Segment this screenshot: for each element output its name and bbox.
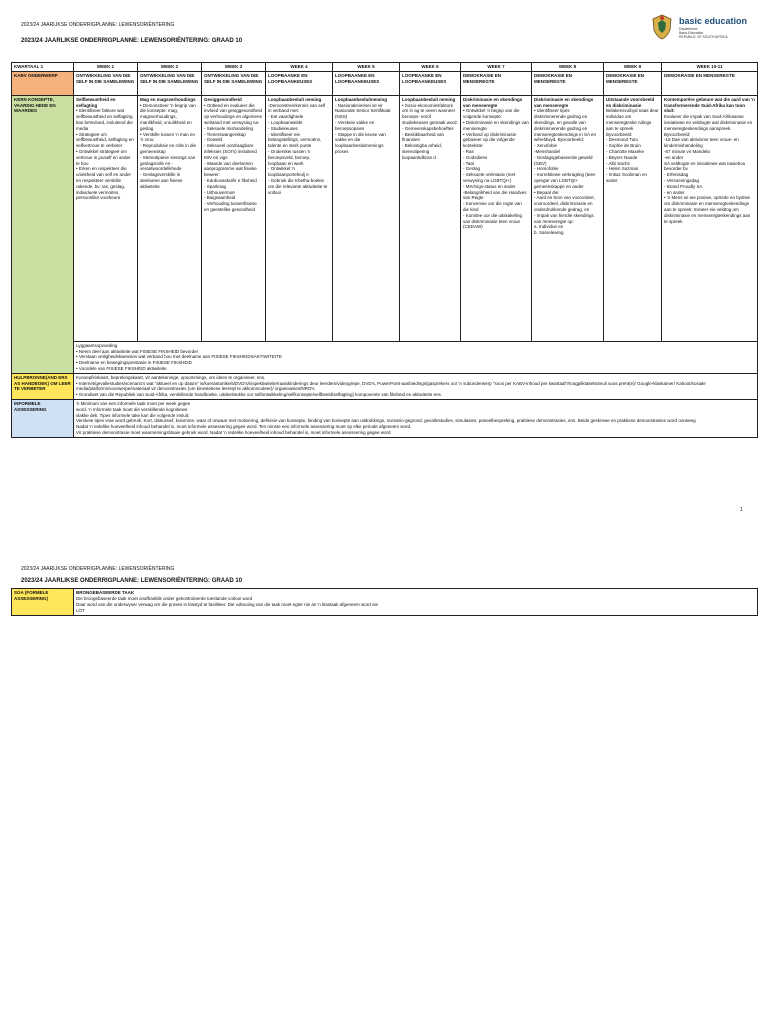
concept-line: b. Samelewing <box>534 230 564 236</box>
concept-line: • Bepaal die: <box>534 189 560 195</box>
concept-line: - Aard en bron van voorordeel, vooroordeel, diskriminasie en onderdrukkende gedrag, en <box>534 195 595 212</box>
concept-heading: Gesiggesondheid <box>204 96 242 102</box>
concepts-cell <box>333 95 400 341</box>
coat-of-arms-icon <box>651 14 673 40</box>
concept-line: • Ontwikkel strategieë om vertroue in jouself en ander te bou <box>76 148 131 166</box>
week-header: WEEK 8 <box>532 63 604 72</box>
week-header: WEEK 3 <box>202 63 266 72</box>
concept-line: - Seksuele oriëntasie (met verwysing na LGBTQI+) <box>463 172 516 183</box>
concept-line: - Tienerswangerskap <box>204 131 246 137</box>
concept-line: loopaankdkriss d <box>402 154 436 160</box>
dbe-logo <box>651 14 761 44</box>
concept-line: - Reproduksie en rolle in die gemeenskap <box>140 143 197 154</box>
concept-line: - Imtiaz Sooliman en ander <box>606 172 648 183</box>
concept-line: - Sparknag <box>204 183 227 189</box>
concept-line: - Verhouding tussenfisiese en geestelike gesondheid <box>204 201 257 212</box>
topic-cell: DEMOKRASIE EN MENSEREGTE <box>461 71 532 95</box>
week-header: WEEK 7 <box>461 63 532 72</box>
concept-heading: Uitstaande voorsbeeld en diskriminasie <box>606 96 655 108</box>
concepts-cell <box>461 95 532 341</box>
resources-cell <box>74 373 758 399</box>
topic-row <box>12 71 758 95</box>
dept-line: Department: <box>679 27 698 31</box>
concept-line: a. Individue en <box>534 224 564 230</box>
concept-line: - Eie vaardighede <box>268 114 304 120</box>
page2-title: 2023/24 JAARLIKSE ONDERRIGPLANNE: LEWENSORIËNTERING: GRAAD 10 <box>21 578 243 584</box>
concept-line: - Beskikbaarheid van finansies <box>402 131 445 143</box>
concept-line: - Xenofobie <box>534 143 558 149</box>
concept-heading: Loopbaanbesluit neming <box>268 96 322 102</box>
formal-assessment-table <box>11 588 758 616</box>
resource-line: • Internet/gevallestudies/scenario's wat "aktueel en op datum" is/koerantartikels/DVD's/nispektiwiteite/raaiskinderings deur leerders/videogrepe, DVD's, PowerPoint-aanbiedings/gasprekers oor 'n subonderwerp "soos per KABV-inhoud per kwartaal"/Kragpliktaitelstimuli soos prent(e)/ Google-klaskamer/ Kahoot/sosiale media/platforms/voorwerpe/materiaal vir demonstrasies (om kinestetiese leerstyl te akkommodeer)/ organisasies/NRO's <box>76 380 706 392</box>
concepts-row-label: KERN KONSEPTE, VAARDIG HEDE EN WAARDES <box>12 95 74 373</box>
concept-line: • Diskriminasie en skendings van menseregte <box>463 119 529 131</box>
concept-line: - Erfenisdag <box>664 172 689 178</box>
concept-line: SA veldtogte en inisiatiewe wat nasiebou bevorder bv. <box>664 160 746 172</box>
term-header: KWARTAAL 1 <box>12 63 74 72</box>
concept-line: Byvoorbeeld: <box>606 131 633 137</box>
concepts-cell <box>138 95 202 341</box>
concept-heading: Selfbewustheid en selfagting <box>76 96 116 108</box>
week-header: WEEK 2 <box>138 63 202 72</box>
topic-cell: ONTWIKKELING VAN DIE SELF IN DIE SAMELEWING <box>74 71 138 95</box>
topic-cell: LOOPBAANKE EN LOOPBAANKEUSES <box>333 71 400 95</box>
concept-line: - Nasionaleverisei se vir Nasionale Senior Sertifikaat (NSS) <box>335 102 391 120</box>
concept-line: -Belangrikheid van die Handves van Regte <box>463 189 527 201</box>
pe-line: • Voordele van FISIESE FIKSHEID aktiwiteite <box>76 365 167 371</box>
concept-line: Belakensvoibyd naas deur individue om menseregteske ndings aan te spreek <box>606 108 659 131</box>
concept-line: - Uithouvermoë <box>204 189 235 195</box>
physical-education-row <box>12 341 758 373</box>
concept-line: -Menshandel <box>534 148 561 154</box>
topic-cell: DEMOKRASIE EN MENSEREGTE <box>662 71 758 95</box>
topic-cell: ONTWIKKELING VAN DIE SELF IN DIE SAMELEWING <box>138 71 202 95</box>
assessment-cell <box>74 399 758 437</box>
concept-heading: Diskriminasie en skendings van menseregte <box>463 96 523 108</box>
concepts-cell <box>266 95 333 341</box>
concept-line: - Ontwikkel 'n loopbaanportefeulj e <box>268 166 309 178</box>
topic-cell: LOOPBAANKE EN LOOPBAANKEUSES <box>266 71 333 95</box>
concept-line: - Geslagsgebaseerde geweld (GBV) <box>534 154 593 166</box>
concept-line: • 'n Mens se eie posisie, optrede en bydrae om diskriminasie en menseregteskendings aan te spreek: Inisieer eie veldtog om diskriminasie en menseregteskendings aan te spreek <box>664 195 751 224</box>
sba-line: Daar word van die onderwyser verwag om die proses in klastyd te fasiliteer. Die voltooiing van die taak moet egter nie as 'n klastaak afgeneem word nie <box>76 602 379 607</box>
assessment-line: word. 'n Informele taak moet die verskillende kognitiewe <box>76 406 188 412</box>
sba-row <box>12 589 758 616</box>
pe-line: • Deelname en bewegingsprestasie in FISIESE FIKSHEID <box>76 360 192 366</box>
topic-cell: DEMOKRASIE EN MENSEREGTE <box>532 71 604 95</box>
resource-line: • Grondwet van die Republiek van Suid-Afrika, verskillende handboeke, uitdeelstukke oor selfontwikkeling/selfkonsepte/selfbeeld/selfagting) komponente van fiksheid en aktiwiteite ens. <box>76 392 443 398</box>
concept-line: • Verband op diskriminasie gebaseer op die volgende kontekste: <box>463 131 517 149</box>
assessment-row-label: INFORMELE ASSESSERING <box>12 399 74 437</box>
page-number: 1 <box>740 507 743 513</box>
concept-line: - Kardiovaskulêr e fiksheid <box>204 177 257 183</box>
week-header: WEEK 9 <box>604 63 662 72</box>
concept-heading: Loopbaanbesluitneming <box>335 96 388 102</box>
concept-line: - Stappe in die keuse van vakke en die loopbaanbesluitnemings proses <box>335 131 386 154</box>
resources-row-label: HULPBRONNE(AND ERS AS HANDBOEK) OM LEER TE VERBETER <box>12 373 74 399</box>
sba-line: LOT <box>76 608 85 613</box>
concept-heading: Mag en magsverhoudings <box>140 96 196 102</box>
concept-heading: Loopbaanbesluit neming <box>402 96 456 102</box>
sba-title: BRONGEBASEERDE TAAK <box>76 590 135 595</box>
concept-line: - Homofobie <box>534 166 559 172</box>
header-small-text: 2023/24 JAARLIKSE ONDERRIGPLANNE: LEWENSORIËNTERING <box>21 22 175 28</box>
concept-line: • Identifiseer faktore wat selfbewustheid en selfagting kan beïnvloed, insluitend die media <box>76 108 133 131</box>
concept-line: • Erken en respekteer die uniekheid van self en ander en respekteer verskille rakende, bv. ras, geslag, individuele vermoëns, persoonlike voorkeure <box>76 166 132 201</box>
week-header: WEEK 6 <box>400 63 461 72</box>
concept-line: - Geslag <box>463 166 481 172</box>
concept-line: - Identifiseer eie belangstellings, vermoëns, talente en sterk punte <box>268 131 322 149</box>
concept-line: - Seksueel oordraagbare infeksies (SOI's) insluitend MIV en vigs <box>204 143 257 160</box>
concepts-cell <box>74 95 138 341</box>
topic-cell: LOOPBAANKE EN LOOPBAANKEUSES <box>400 71 461 95</box>
concept-line: • Demonstreer 'n begrip van die konsepte: mag, magsverhoudings, manlikheid, vroulikheid en geslag <box>140 102 196 131</box>
concept-heading: Kontemporêre gebeure wat die aard van 'n transformerende Suid-Afrika kan toon sluit: <box>664 96 755 114</box>
week-header: WEEK 5 <box>333 63 400 72</box>
page2-header-small-text: 2023/24 JAARLIKSE ONDERRIGPLANNE: LEWENSORIËNTERING <box>21 566 175 572</box>
assessment-line: Verskeie tipes vrae word gebruik: Kort, diskursief, kolomme, waar of onwaar met motivering, definisie van konsepte, binding van konsepte aan uitdrukkings, scenario-gegrond, gevallestudies, simulasies, paneelbespreking, praktiese demonstrasies, ens. Beide geskrewe en praktiese demonstrasies word oorweeg <box>76 418 696 424</box>
concept-line: - Desmond Tutu <box>606 137 639 143</box>
concept-line: - Gemeenskapsbehoeftes <box>402 125 454 131</box>
sba-line: Die brongebaseerde taak moet onafhanklik onder gekontroleerde toestande voltooi word <box>76 596 253 601</box>
concept-line: - Waarde van deelnemin aanprogramme wat fisieke beweer: <box>204 160 257 178</box>
topic-row-label: KABV ONDERWERP <box>12 71 74 95</box>
concept-line: - Bekostigba arheid, stereotipering <box>402 143 443 154</box>
concept-line: • Sosio-ekonomiesfaktore om in ag te neem wanneer beroeps- en/of studiekeuses gemaak word: <box>402 102 458 125</box>
concept-line: - Geslagsverskille in deelname aan fisiese aktiwiteite <box>140 172 183 189</box>
concept-line: - Stereotipiese sienings van geslagsrolle en -verantwoordelikhede <box>140 154 196 172</box>
topic-cell: ONTWIKKELING VAN DIE SELF IN DIE SAMELEWING <box>202 71 266 95</box>
assessment-line: 'n Minimum van een informele taak moet per week gegee <box>76 400 191 406</box>
concept-line: Evalueer die impak van Suid-Afrikaanse inisiatiewe en veldtogte wat diskriminasie en menseregteskendings aanspreek. Byvoorbeeld: <box>664 114 753 137</box>
topic-cell: DEMOKRASIE EN MENSEREGTE <box>604 71 662 95</box>
department-text <box>679 27 728 39</box>
assessment-row <box>12 399 758 437</box>
week-header: WEEK 4 <box>266 63 333 72</box>
concepts-cell <box>202 95 266 341</box>
concept-line: - Gebruik die Khetha-boekie om die relevante aktiwiteite te voltooi <box>268 177 328 195</box>
concept-line: - MIV/vigs-status en ander <box>463 183 516 189</box>
concept-line: • Strategieë om selfbewustheid, selfagting en selfvertroue te verbeter <box>76 131 134 149</box>
assessment-line: Vir praktiese demonstrasie moet waarnemingsblaaie gebruik word. Nadat 'n redelike hoeveelheid inhoud behandel is, moet informele assessering gegee word <box>76 429 391 435</box>
concept-line: - Verskeie vakke en beroepsopsies <box>335 119 375 131</box>
concept-line: - Beyers Naude <box>606 154 638 160</box>
physical-education-cell <box>74 341 758 373</box>
resource-line: Konsepfiriskaart, beprekingskaart, vir aantekeninge, opsommings, om idees te organiseer, ens. <box>76 374 266 380</box>
concept-line: - Loopbaanwelde <box>268 119 303 125</box>
concept-line: - Albi Sachs <box>606 160 630 166</box>
annual-teaching-plan-table <box>11 62 758 438</box>
concept-line: - Studiekeuses <box>268 125 298 131</box>
concept-line: - Onderskei tussen 'n beroepsveld, beroep, loopbaan en werk <box>268 148 311 166</box>
concept-line: - Seksuele mishandeling <box>204 125 254 131</box>
sba-row-label: SGA (FORMELE ASSESSERING) <box>12 589 74 616</box>
assessment-line: vlakke dek. Tipes informele take kan die volgende insluit: <box>76 412 190 418</box>
concept-line: - Buigsaamheid <box>204 195 236 201</box>
concept-line: - Charlotte Maxeke <box>606 148 645 154</box>
concept-line: - Helen Suzman <box>606 166 639 172</box>
sba-cell <box>74 589 758 616</box>
brand-name: basic education <box>679 16 748 26</box>
concept-line: - Godsdiens <box>463 154 488 160</box>
concept-heading: Diskriminasie en skendings van menseregte <box>534 96 594 108</box>
concepts-cell <box>532 95 604 341</box>
concept-line: -en ander <box>664 154 684 160</box>
concept-line: - en ander <box>664 189 685 195</box>
pe-line: Lyggaamsopvoeding <box>76 342 118 348</box>
pe-line: • Neem deel aan aktiwiteite wat FISIESE FIKSHEID bevorder <box>76 348 199 354</box>
concepts-row <box>12 95 758 341</box>
concepts-cell <box>400 95 461 341</box>
concept-line: - Versoeningsdag <box>664 177 700 183</box>
concept-line: - Ras <box>463 148 474 154</box>
week-header: WEEK 1 <box>74 63 138 72</box>
concept-line: -Demonstreerkennis van self in verband met: <box>268 102 326 114</box>
concept-line: - Taal <box>463 160 474 166</box>
concept-line: -16 Dae van aktivisme teen vroue- en kindermishandeling <box>664 137 739 149</box>
concept-line: - Impak van hierdie skendings van menseregte op: <box>534 212 594 224</box>
assessment-line: Nadat 'n redelike hoeveelheid inhoud behandel is, moet informele assessering gegee word. Ten minste een informele assessering moet op elke periode afgeneem word. <box>76 424 412 430</box>
concept-line: - Korrektiewe verkragting (teen opregte van LGBTQI+ gemeenskappe en ander <box>534 172 596 189</box>
concept-line: • Verskille tussen 'n man en 'n vrou: <box>140 131 195 143</box>
pe-line: • Verstaan veiligheidskwessies wat verband hou met deelname aan FISIESE FIKSHEIDSAKTIWITEITE <box>76 354 282 360</box>
concept-line: - Konvensie oor die regte van die kind <box>463 201 522 212</box>
dept-line: REPUBLIC OF SOUTH AFRICA <box>679 35 728 39</box>
concept-line: • Identifiseer tipes diskriminerende gedrag en skendings, en gevalle van diskriminerende gedrag en menseregteskendings in SA en wêreldwyd. Byvoorbeeld: <box>534 108 597 143</box>
concept-line: - Sophie de Bruin <box>606 143 641 149</box>
week-header-row <box>12 63 758 72</box>
page-title: 2023/24 JAARLIKSE ONDERRIGPLANNE: LEWENSORIËNTERING: GRAAD 10 <box>21 38 243 44</box>
concept-line: - Geweld <box>204 137 223 143</box>
resources-row <box>12 373 758 399</box>
week-header: WEEK 10-11 <box>662 63 758 72</box>
concept-line: • Ontleed en evalueer die invloed van gesiggesondheid op verhoudings en algemene welstand met verwysing na: <box>204 102 263 125</box>
dept-line: Basic Education <box>679 31 704 35</box>
concepts-cell <box>662 95 758 341</box>
concept-line: - Komitee oor die uitskakeling van diskriminasie teen vroue (CEDAW) <box>463 212 523 230</box>
concept-line: -67 minute vir Mandela <box>664 148 710 154</box>
concept-line: - Brand Proudly SA <box>664 183 703 189</box>
concepts-cell <box>604 95 662 341</box>
concept-line: • Ontwikkel 'n begrip van die volgende konsepte: <box>463 108 520 120</box>
